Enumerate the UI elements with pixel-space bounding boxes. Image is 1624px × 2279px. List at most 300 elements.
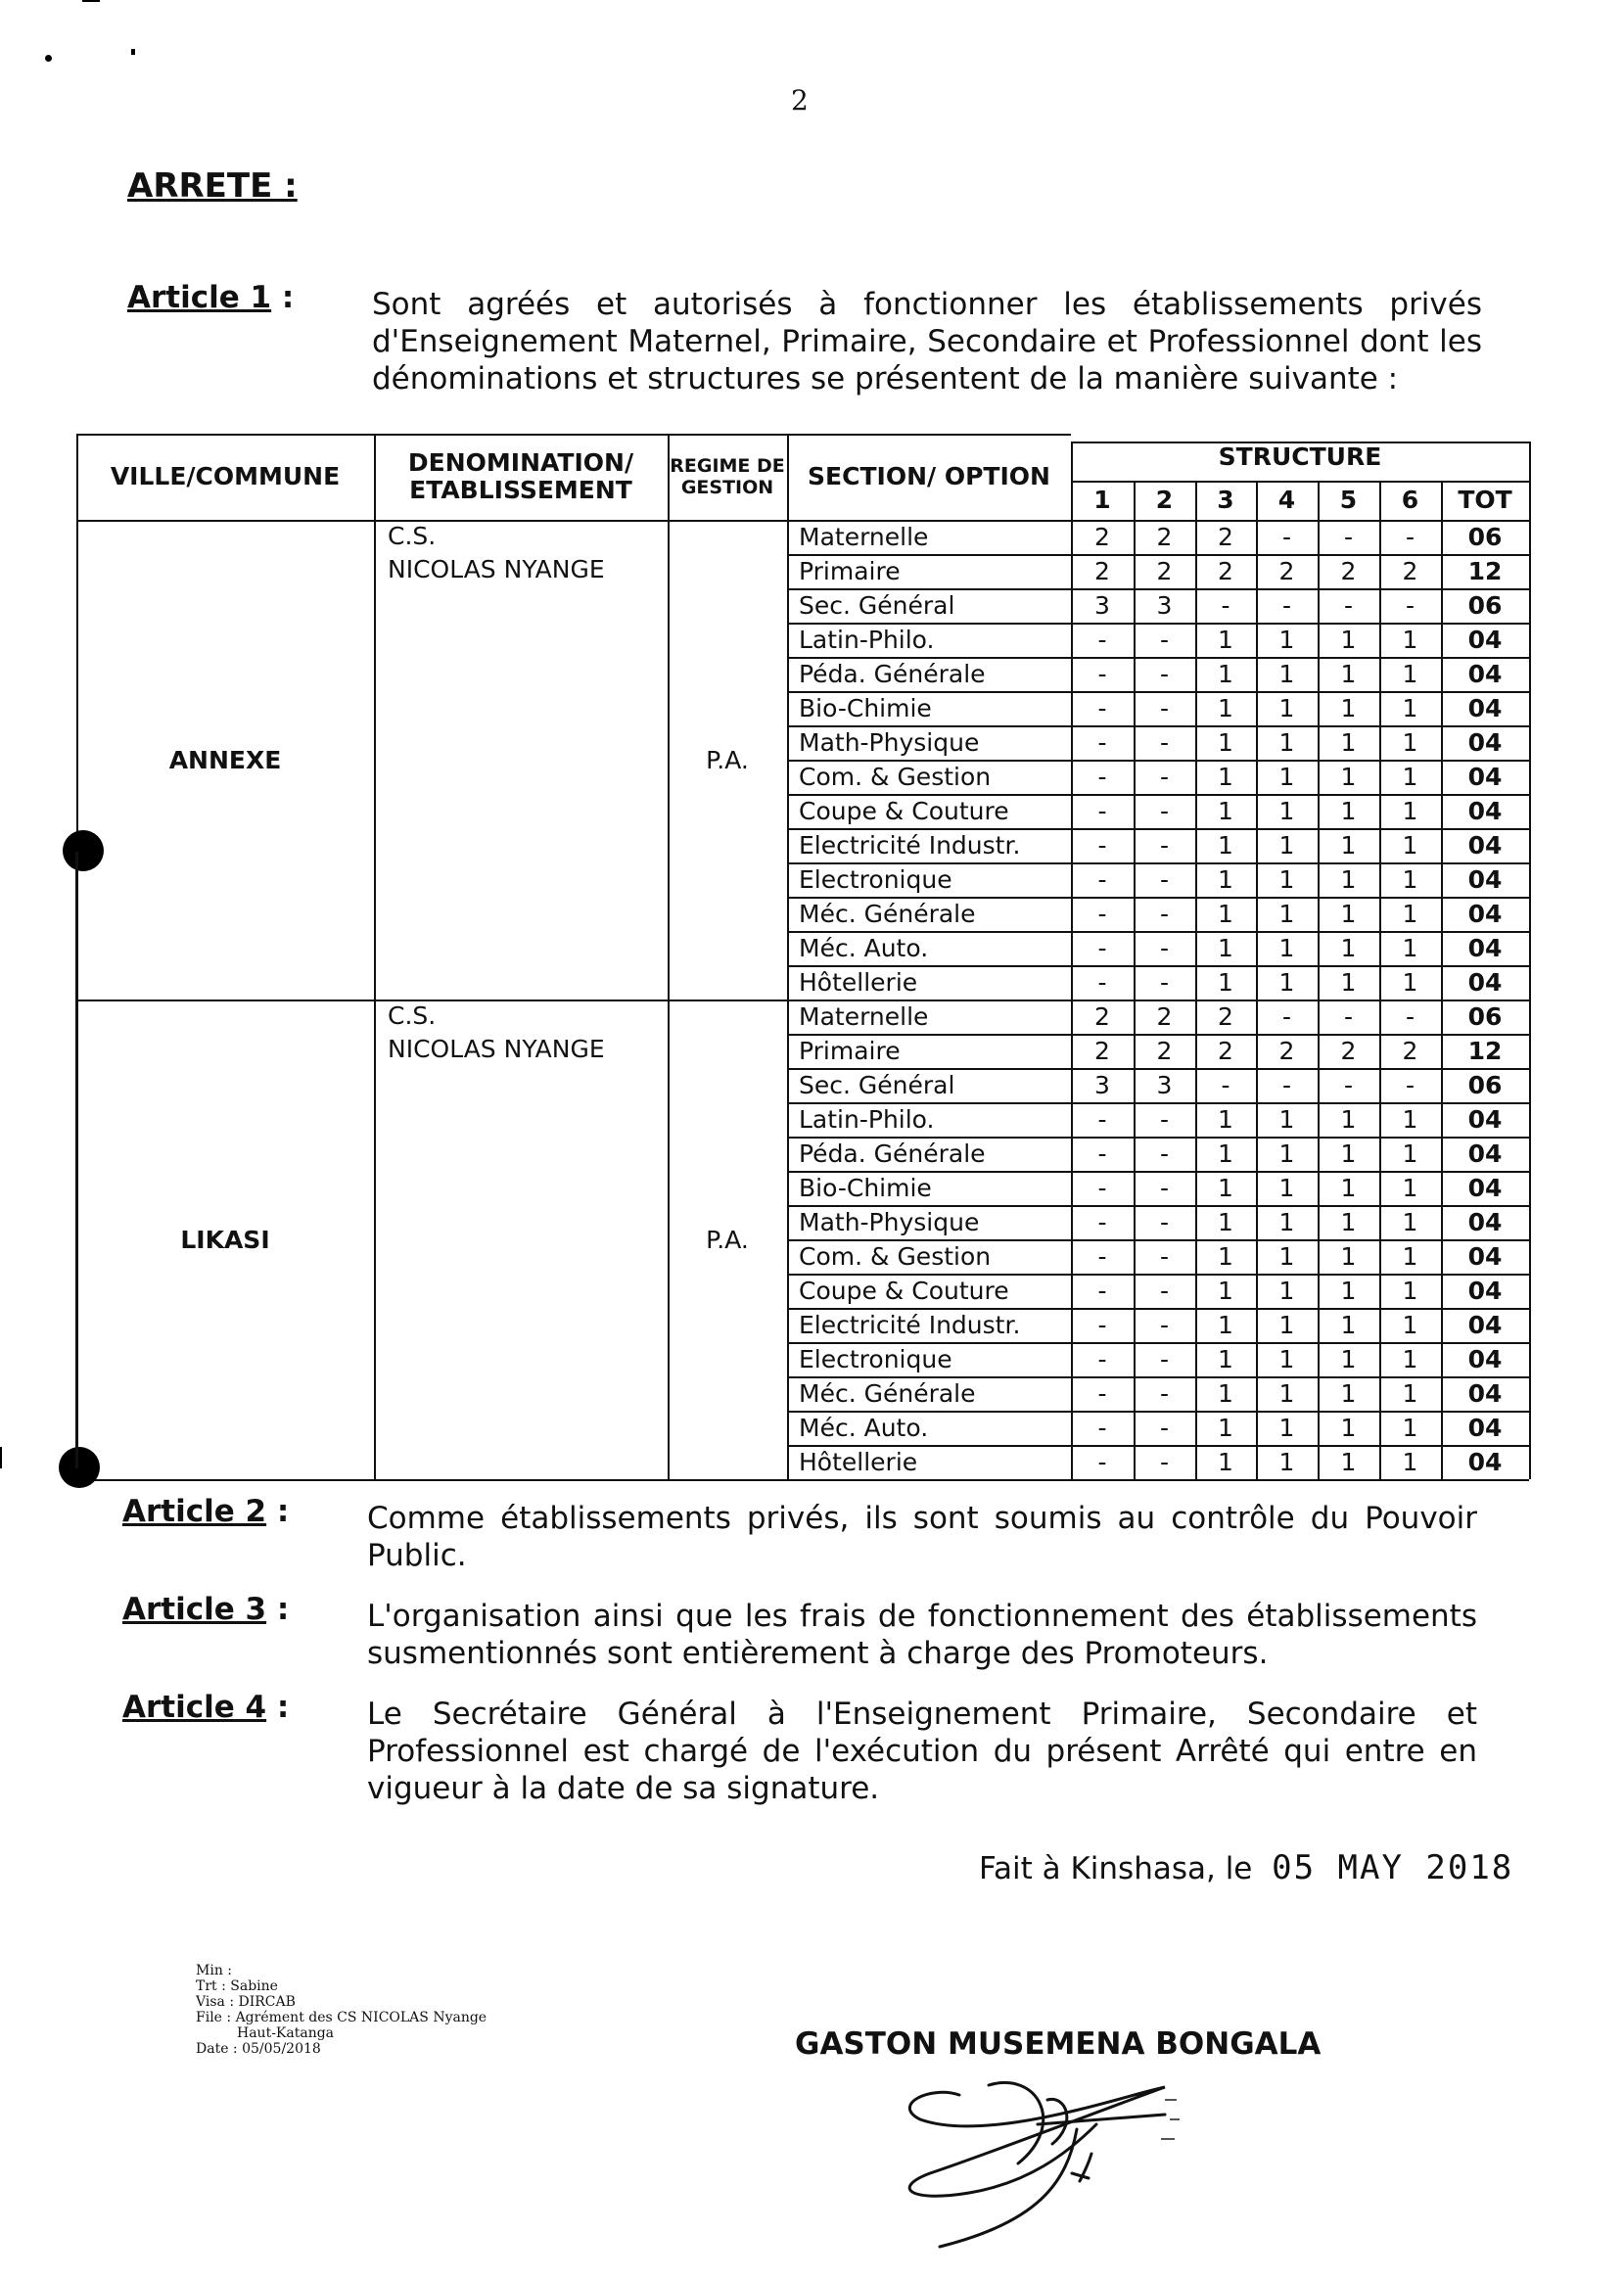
table-border-bottom — [76, 1479, 1529, 1481]
structure-total: 04 — [1467, 934, 1503, 962]
structure-value: 1 — [1278, 934, 1295, 962]
footer-line: Date : 05/05/2018 — [196, 2041, 321, 2057]
table-rule — [787, 1137, 1529, 1139]
article-2-text: Comme établissements privés, ils sont soumis au contrôle du Pouvoir Public. — [367, 1501, 1477, 1573]
structure-value: - — [1159, 968, 1170, 997]
section-option: Méc. Auto. — [799, 934, 929, 962]
structure-value: 2 — [1094, 1037, 1110, 1065]
structure-value: - — [1159, 763, 1170, 791]
structure-value: - — [1281, 591, 1292, 620]
structure-value: 1 — [1402, 968, 1418, 997]
table-rule — [787, 760, 1529, 762]
structure-value: - — [1159, 728, 1170, 757]
structure-value: 1 — [1402, 1277, 1418, 1305]
structure-value: 2 — [1340, 557, 1357, 585]
structure-value: 1 — [1278, 626, 1295, 654]
structure-total: 04 — [1467, 1174, 1503, 1202]
structure-value: - — [1159, 1345, 1170, 1373]
structure-value: 1 — [1402, 797, 1418, 825]
structure-value: 1 — [1340, 1379, 1357, 1408]
structure-value: 1 — [1278, 694, 1295, 722]
section-option: Electronique — [799, 1345, 952, 1373]
table-rule — [787, 1171, 1529, 1173]
article-2-label: Article 2 : — [122, 1494, 290, 1529]
table-border-right — [1529, 442, 1531, 1479]
structure-total: 04 — [1467, 831, 1503, 860]
structure-value: 1 — [1278, 1379, 1295, 1408]
table-rule — [787, 1411, 1529, 1413]
article-4-text: Le Secrétaire Général à l'Enseignement Primaire, Secondaire et Professionnel est chargé de l'exécution du présent Arrêté qui entre en vigueur à la date de sa signature. — [367, 1697, 1477, 1806]
structure-value: - — [1405, 1071, 1415, 1099]
table-rule — [787, 828, 1529, 830]
structure-value: 1 — [1340, 1277, 1357, 1305]
punch-hole-icon — [59, 1447, 100, 1488]
table-rule — [787, 1342, 1529, 1344]
section-option: Bio-Chimie — [799, 1174, 932, 1202]
structure-value: 1 — [1218, 1208, 1233, 1236]
table-rule — [787, 1274, 1529, 1276]
structure-value: 2 — [1094, 1002, 1110, 1031]
structure-total: 06 — [1467, 591, 1503, 620]
header-col: 2 — [1155, 486, 1174, 514]
structure-total: 12 — [1467, 557, 1503, 585]
structure-value: 2 — [1278, 557, 1295, 585]
punch-hole-icon — [63, 830, 104, 871]
structure-value: 1 — [1402, 1345, 1418, 1373]
table-rule — [787, 794, 1529, 796]
structure-value: 1 — [1402, 1414, 1418, 1442]
table-rule — [787, 623, 1529, 625]
table-rule — [1071, 481, 1529, 483]
structure-value: - — [1281, 1002, 1292, 1031]
structure-value: 1 — [1402, 900, 1418, 928]
structure-value: 1 — [1218, 865, 1233, 894]
structure-total: 04 — [1467, 1242, 1503, 1271]
structure-total: 04 — [1467, 1379, 1503, 1408]
structure-value: 1 — [1340, 797, 1357, 825]
structure-value: 1 — [1278, 1208, 1295, 1236]
structure-value: - — [1097, 1105, 1107, 1134]
header-col: 4 — [1277, 486, 1296, 514]
structure-value: 1 — [1340, 900, 1357, 928]
section-option: Coupe & Couture — [799, 1277, 1009, 1305]
structure-value: 1 — [1218, 626, 1233, 654]
structure-value: - — [1343, 591, 1354, 620]
table-rule — [668, 434, 670, 1479]
structure-value: 1 — [1402, 1140, 1418, 1168]
structure-value: 1 — [1402, 728, 1418, 757]
structure-total: 04 — [1467, 900, 1503, 928]
structure-value: 2 — [1340, 1037, 1357, 1065]
table-rule — [1441, 481, 1443, 1479]
section-option: Coupe & Couture — [799, 797, 1009, 825]
structure-value: - — [1097, 1242, 1107, 1271]
structure-value: - — [1159, 1140, 1170, 1168]
table-rule — [787, 1068, 1529, 1070]
structure-value: 1 — [1402, 660, 1418, 688]
footer-line: Min : — [196, 1963, 232, 1978]
structure-value: 2 — [1156, 1002, 1173, 1031]
structure-total: 04 — [1467, 1208, 1503, 1236]
structure-value: - — [1097, 1311, 1107, 1339]
structure-value: 1 — [1218, 1277, 1233, 1305]
structure-total: 04 — [1467, 797, 1503, 825]
structure-value: - — [1159, 1379, 1170, 1408]
section-option: Maternelle — [799, 523, 929, 551]
section-option: Maternelle — [799, 1002, 929, 1031]
table-rule — [1379, 481, 1381, 1479]
structure-value: 2 — [1402, 1037, 1418, 1065]
table-rule — [787, 897, 1529, 899]
section-option: Electricité Industr. — [799, 831, 1021, 860]
structure-value: - — [1405, 523, 1415, 551]
structure-table — [76, 434, 1529, 1479]
structure-value: 2 — [1278, 1037, 1295, 1065]
structure-value: 1 — [1278, 1345, 1295, 1373]
structure-value: 1 — [1402, 831, 1418, 860]
section-option: Bio-Chimie — [799, 694, 932, 722]
structure-value: 1 — [1340, 660, 1357, 688]
scan-speck — [82, 0, 100, 2]
structure-value: - — [1097, 1414, 1107, 1442]
regime-gestion: P.A. — [706, 1225, 749, 1254]
header-section: SECTION/ OPTION — [808, 462, 1050, 490]
table-rule — [1134, 481, 1136, 1479]
article-1-label: Article 1 : — [127, 280, 295, 315]
structure-value: - — [1097, 865, 1107, 894]
header-regime: REGIME DE GESTION — [670, 455, 785, 498]
structure-value: 1 — [1218, 797, 1233, 825]
structure-value: - — [1159, 1448, 1170, 1476]
header-col: 1 — [1093, 486, 1111, 514]
table-rule — [787, 691, 1529, 693]
structure-value: 1 — [1218, 1140, 1233, 1168]
structure-value: 2 — [1094, 523, 1110, 551]
section-option: Latin-Philo. — [799, 1105, 935, 1134]
structure-value: 2 — [1218, 1037, 1233, 1065]
section-option: Péda. Générale — [799, 1140, 986, 1168]
section-option: Méc. Générale — [799, 1379, 976, 1408]
page-number: 2 — [791, 84, 809, 116]
structure-value: 1 — [1340, 1174, 1357, 1202]
structure-value: 1 — [1402, 1448, 1418, 1476]
table-rule — [787, 965, 1529, 967]
section-option: Latin-Philo. — [799, 626, 935, 654]
structure-value: 1 — [1218, 694, 1233, 722]
header-ville: VILLE/COMMUNE — [110, 462, 341, 490]
structure-value: 1 — [1340, 1345, 1357, 1373]
denomination-line: NICOLAS NYANGE — [388, 555, 605, 583]
scan-speck — [0, 1447, 2, 1468]
structure-total: 12 — [1467, 1037, 1503, 1065]
structure-total: 06 — [1467, 1071, 1503, 1099]
structure-value: - — [1097, 900, 1107, 928]
table-rule — [1318, 481, 1320, 1479]
structure-value: 1 — [1278, 1448, 1295, 1476]
structure-value: 1 — [1278, 1277, 1295, 1305]
structure-value: 1 — [1278, 865, 1295, 894]
structure-value: 3 — [1156, 591, 1173, 620]
structure-value: 1 — [1218, 1379, 1233, 1408]
table-rule — [787, 1308, 1529, 1310]
table-rule — [787, 931, 1529, 933]
structure-value: 1 — [1218, 1345, 1233, 1373]
section-option: Com. & Gestion — [799, 763, 992, 791]
structure-value: 1 — [1218, 1414, 1233, 1442]
structure-total: 04 — [1467, 1105, 1503, 1134]
handwritten-signature-icon — [871, 2066, 1263, 2261]
structure-value: 1 — [1402, 1105, 1418, 1134]
page-heading: ARRETE : — [127, 166, 298, 206]
table-rule — [787, 1376, 1529, 1378]
structure-value: 1 — [1340, 1140, 1357, 1168]
structure-value: 1 — [1218, 1105, 1233, 1134]
structure-value: - — [1097, 1277, 1107, 1305]
table-rule — [787, 434, 789, 1479]
header-structure: STRUCTURE — [1218, 442, 1382, 471]
structure-value: 2 — [1156, 523, 1173, 551]
section-option: Electricité Industr. — [799, 1311, 1021, 1339]
structure-value: - — [1159, 1208, 1170, 1236]
structure-value: 1 — [1218, 1242, 1233, 1271]
structure-value: - — [1159, 1174, 1170, 1202]
structure-total: 04 — [1467, 1448, 1503, 1476]
structure-value: 1 — [1218, 1311, 1233, 1339]
structure-value: - — [1097, 968, 1107, 997]
header-col: 3 — [1217, 486, 1234, 514]
denomination-line: C.S. — [388, 522, 437, 550]
header-denomination: DENOMINATION/ ETABLISSEMENT — [407, 448, 634, 504]
structure-value: - — [1405, 591, 1415, 620]
signatory-name: GASTON MUSEMENA BONGALA — [795, 2026, 1322, 2062]
structure-value: 1 — [1402, 763, 1418, 791]
table-rule — [787, 588, 1529, 590]
structure-total: 06 — [1467, 1002, 1503, 1031]
structure-value: - — [1221, 591, 1230, 620]
structure-value: - — [1097, 797, 1107, 825]
structure-value: 1 — [1218, 900, 1233, 928]
structure-value: 2 — [1156, 557, 1173, 585]
section-option: Electronique — [799, 865, 952, 894]
structure-value: 1 — [1278, 728, 1295, 757]
binding-line — [75, 852, 78, 1468]
structure-value: - — [1097, 1208, 1107, 1236]
article-3-label: Article 3 : — [122, 1592, 290, 1627]
table-rule — [787, 1205, 1529, 1207]
structure-value: 1 — [1340, 763, 1357, 791]
table-rule — [1256, 481, 1258, 1479]
structure-value: - — [1097, 934, 1107, 962]
article-1-text: Sont agréés et autorisés à fonctionner les établissements privés d'Enseignement Maternel, Primaire, Secondaire et Professionnel dont les dénominations et structures se présentent de la manière suivante : — [372, 287, 1482, 396]
structure-value: - — [1097, 1140, 1107, 1168]
denomination-line: NICOLAS NYANGE — [388, 1035, 605, 1063]
structure-value: 1 — [1402, 1379, 1418, 1408]
footer-line: Visa : DIRCAB — [196, 1994, 296, 2010]
structure-value: 1 — [1340, 1105, 1357, 1134]
structure-value: 1 — [1278, 1140, 1295, 1168]
table-rule — [374, 434, 376, 1479]
structure-value: 1 — [1218, 968, 1233, 997]
structure-value: - — [1097, 1345, 1107, 1373]
section-option: Math-Physique — [799, 1208, 980, 1236]
structure-value: - — [1097, 728, 1107, 757]
structure-value: 1 — [1278, 797, 1295, 825]
structure-value: 1 — [1278, 763, 1295, 791]
structure-value: 1 — [1218, 934, 1233, 962]
structure-value: - — [1405, 1002, 1415, 1031]
footer-notes — [196, 1963, 487, 2057]
place-date: Fait à Kinshasa, le 05 MAY 2018 — [979, 1848, 1514, 1887]
structure-value: 1 — [1402, 1311, 1418, 1339]
structure-value: 1 — [1218, 763, 1233, 791]
structure-total: 04 — [1467, 1140, 1503, 1168]
header-col: 5 — [1339, 486, 1358, 514]
structure-value: 1 — [1218, 831, 1233, 860]
structure-value: 1 — [1278, 1311, 1295, 1339]
structure-value: 1 — [1278, 831, 1295, 860]
section-option: Sec. Général — [799, 1071, 955, 1099]
structure-value: - — [1097, 1448, 1107, 1476]
structure-value: 1 — [1218, 1448, 1233, 1476]
structure-total: 04 — [1467, 1345, 1503, 1373]
structure-value: 1 — [1340, 934, 1357, 962]
structure-value: - — [1097, 1174, 1107, 1202]
table-rule — [787, 554, 1529, 556]
structure-value: 1 — [1402, 1208, 1418, 1236]
structure-value: 2 — [1402, 557, 1418, 585]
structure-value: - — [1097, 626, 1107, 654]
structure-value: 1 — [1402, 1174, 1418, 1202]
footer-line: Haut-Katanga — [237, 2025, 335, 2041]
section-option: Sec. Général — [799, 591, 955, 620]
structure-value: 1 — [1340, 1448, 1357, 1476]
table-rule — [787, 1445, 1529, 1447]
structure-value: 1 — [1218, 1174, 1233, 1202]
structure-value: 1 — [1340, 728, 1357, 757]
structure-value: 1 — [1278, 660, 1295, 688]
structure-value: 2 — [1218, 523, 1233, 551]
structure-value: 1 — [1218, 728, 1233, 757]
structure-value: 1 — [1278, 1174, 1295, 1202]
structure-total: 06 — [1467, 523, 1503, 551]
structure-value: 2 — [1156, 1037, 1173, 1065]
structure-total: 04 — [1467, 626, 1503, 654]
table-rule — [787, 1102, 1529, 1104]
structure-value: - — [1159, 1311, 1170, 1339]
structure-value: - — [1343, 1071, 1354, 1099]
structure-total: 04 — [1467, 1277, 1503, 1305]
scan-speck — [45, 55, 52, 62]
structure-value: - — [1159, 934, 1170, 962]
structure-value: - — [1159, 900, 1170, 928]
structure-value: 3 — [1156, 1071, 1173, 1099]
section-option: Péda. Générale — [799, 660, 986, 688]
structure-value: - — [1159, 626, 1170, 654]
section-option: Math-Physique — [799, 728, 980, 757]
structure-value: 1 — [1402, 865, 1418, 894]
scan-speck — [131, 49, 135, 55]
structure-value: - — [1159, 660, 1170, 688]
structure-value: 1 — [1340, 1311, 1357, 1339]
structure-value: - — [1097, 1379, 1107, 1408]
structure-value: 1 — [1402, 1242, 1418, 1271]
structure-value: - — [1097, 763, 1107, 791]
table-rule — [1195, 481, 1197, 1479]
section-option: Primaire — [799, 1037, 901, 1065]
structure-value: 1 — [1402, 694, 1418, 722]
structure-total: 04 — [1467, 694, 1503, 722]
structure-value: - — [1159, 865, 1170, 894]
structure-total: 04 — [1467, 968, 1503, 997]
header-col: TOT — [1458, 486, 1512, 514]
structure-value: - — [1159, 694, 1170, 722]
structure-value: 1 — [1278, 968, 1295, 997]
section-option: Com. & Gestion — [799, 1242, 992, 1271]
structure-total: 04 — [1467, 1311, 1503, 1339]
structure-value: - — [1159, 1414, 1170, 1442]
structure-value: - — [1281, 523, 1292, 551]
article-3-text: L'organisation ainsi que les frais de fonctionnement des établissements susmentionnés sont entièrement à charge des Promoteurs. — [367, 1599, 1477, 1671]
ville-commune: ANNEXE — [168, 745, 282, 774]
denomination — [374, 520, 668, 1000]
structure-value: 1 — [1340, 1242, 1357, 1271]
structure-value: - — [1097, 660, 1107, 688]
footer-line: File : Agrément des CS NICOLAS Nyange — [196, 2010, 487, 2025]
section-option: Méc. Générale — [799, 900, 976, 928]
structure-total: 04 — [1467, 660, 1503, 688]
denomination — [374, 1000, 668, 1479]
structure-value: 1 — [1218, 660, 1233, 688]
regime-gestion: P.A. — [706, 745, 749, 774]
structure-value: - — [1343, 1002, 1354, 1031]
signature-date: 05 MAY 2018 — [1272, 1848, 1514, 1887]
table-rule — [787, 862, 1529, 864]
denomination-line: C.S. — [388, 1001, 437, 1030]
section-option: Méc. Auto. — [799, 1414, 929, 1442]
structure-value: - — [1159, 1105, 1170, 1134]
table-border-top — [76, 434, 1071, 436]
structure-value: 1 — [1340, 831, 1357, 860]
structure-value: 1 — [1278, 900, 1295, 928]
ville-commune: LIKASI — [180, 1225, 270, 1254]
article-4-label: Article 4 : — [122, 1690, 290, 1725]
table-rule — [787, 725, 1529, 727]
footer-line: Trt : Sabine — [196, 1978, 278, 1994]
structure-value: - — [1159, 831, 1170, 860]
header-col: 6 — [1401, 486, 1419, 514]
structure-value: - — [1159, 1242, 1170, 1271]
table-rule — [76, 1000, 1529, 1001]
structure-value: - — [1343, 523, 1354, 551]
structure-value: 3 — [1094, 1071, 1110, 1099]
section-option: Primaire — [799, 557, 901, 585]
structure-value: 1 — [1402, 934, 1418, 962]
structure-value: 3 — [1094, 591, 1110, 620]
table-rule — [787, 1034, 1529, 1036]
structure-value: 1 — [1278, 1414, 1295, 1442]
structure-value: 1 — [1340, 1208, 1357, 1236]
section-option: Hôtellerie — [799, 968, 918, 997]
table-rule — [76, 520, 1529, 522]
section-option: Hôtellerie — [799, 1448, 918, 1476]
table-rule — [787, 657, 1529, 659]
structure-value: - — [1281, 1071, 1292, 1099]
structure-value: 2 — [1094, 557, 1110, 585]
structure-value: 1 — [1340, 865, 1357, 894]
structure-total: 04 — [1467, 728, 1503, 757]
structure-value: - — [1159, 797, 1170, 825]
structure-value: 1 — [1340, 968, 1357, 997]
